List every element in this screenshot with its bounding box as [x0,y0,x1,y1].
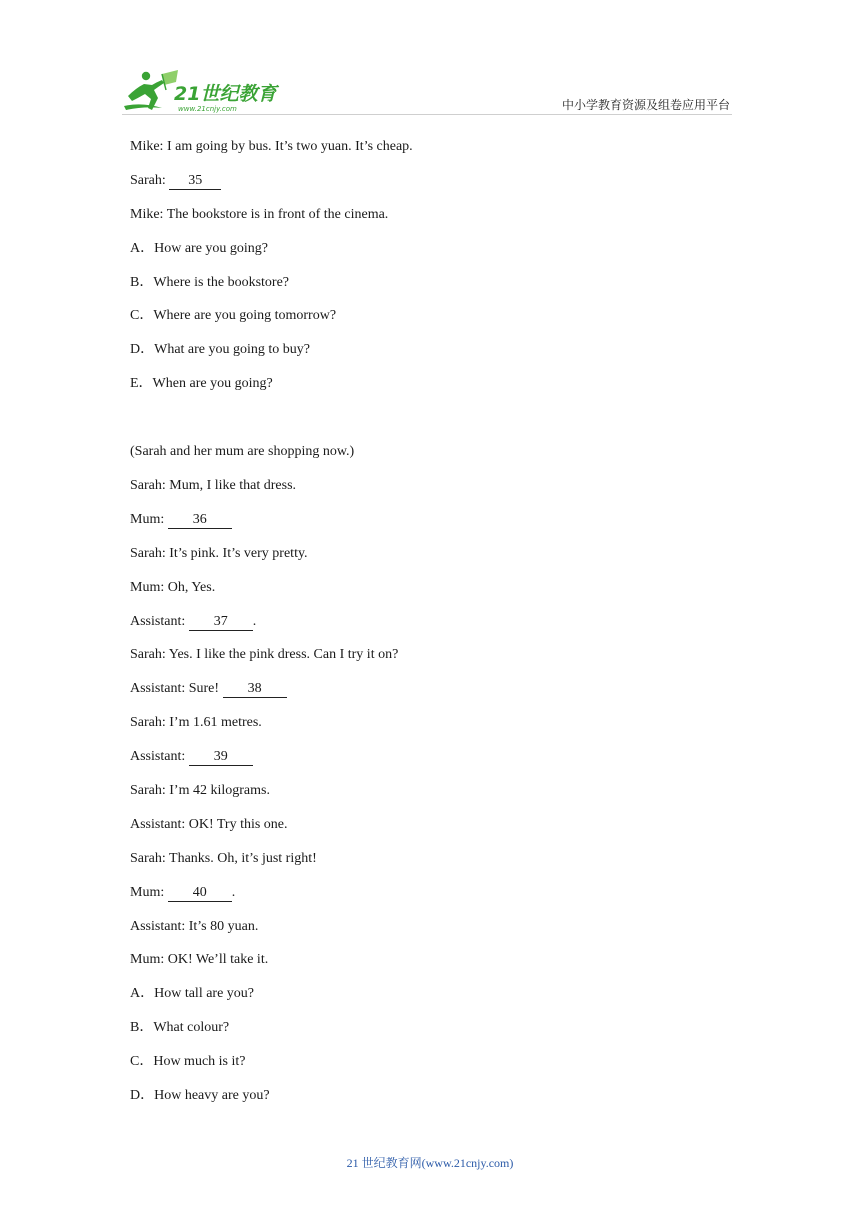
logo-text: 21世纪教育 [174,83,277,105]
dialogue-line-blank [130,679,750,699]
dialogue-line-blank [130,883,750,903]
page-header [0,0,860,120]
option-item: B．Where is the bookstore? [130,274,290,290]
dialogue-section-2 [130,442,750,1106]
dialogue-line-blank [130,510,750,530]
answer-blank: 36 [168,512,232,529]
answer-blank: 38 [223,681,287,698]
option-item: A．How are you going? [130,240,269,256]
answer-blank: 35 [169,173,221,190]
option-item: A．How tall are you? [130,986,255,1002]
dialogue-line: Sarah: It’s pink. It’s very pretty. [130,545,308,561]
speaker-prefix: Mum: [130,884,168,900]
scene-intro: (Sarah and her mum are shopping now.) [130,444,355,460]
dialogue-line: Sarah: I’m 42 kilograms. [130,783,270,799]
dialogue-line-blank [130,612,750,632]
speaker-prefix: Assistant: Sure! [130,681,223,697]
document-body [130,137,750,1120]
option-item: B．What colour? [130,1020,230,1036]
dialogue-line-blank [130,747,750,767]
dialogue-line: Sarah: Mum, I like that dress. [130,478,297,494]
dialogue-line: Sarah: Yes. I like the pink dress. Can I try it on? [130,647,399,663]
section-gap [130,408,750,442]
speaker-prefix: Mum: [130,511,168,527]
dialogue-line: Mum: Oh, Yes. [130,579,216,595]
logo [122,68,292,116]
answer-blank: 39 [189,749,253,766]
speaker-prefix: Assistant: [130,613,189,629]
option-item: D．What are you going to buy? [130,342,311,358]
logo-url: www.21cnjy.com [178,105,237,113]
header-divider [122,114,732,115]
speaker-prefix: Assistant: [130,749,189,765]
dialogue-line: Mum: OK! We’ll take it. [130,952,269,968]
option-item: C．Where are you going tomorrow? [130,308,337,324]
dialogue-line: Assistant: It’s 80 yuan. [130,918,259,934]
dialogue-line-blank [130,171,750,191]
dialogue-line: Assistant: OK! Try this one. [130,816,288,832]
dialogue-line: Mike: The bookstore is in front of the cinema. [130,206,389,222]
footer-link[interactable]: 21 世纪教育网(www.21cnjy.com) [346,1156,514,1170]
platform-name: 中小学教育资源及组卷应用平台 [561,98,730,112]
line-suffix: . [231,884,236,900]
dialogue-section-1 [130,137,750,394]
speaker-prefix: Sarah: [130,172,170,188]
answer-blank: 40 [168,885,232,902]
option-item: C．How much is it? [130,1054,246,1070]
line-suffix: . [252,613,257,629]
option-item: D．How heavy are you? [130,1088,270,1104]
answer-blank: 37 [189,614,253,631]
dialogue-line: Sarah: I’m 1.61 metres. [130,715,262,731]
dialogue-line: Sarah: Thanks. Oh, it’s just right! [130,850,317,866]
runner-logo-icon [122,68,292,116]
dialogue-line: Mike: I am going by bus. It’s two yuan. It’s cheap. [130,139,413,154]
option-item: E．When are you going? [130,376,273,392]
